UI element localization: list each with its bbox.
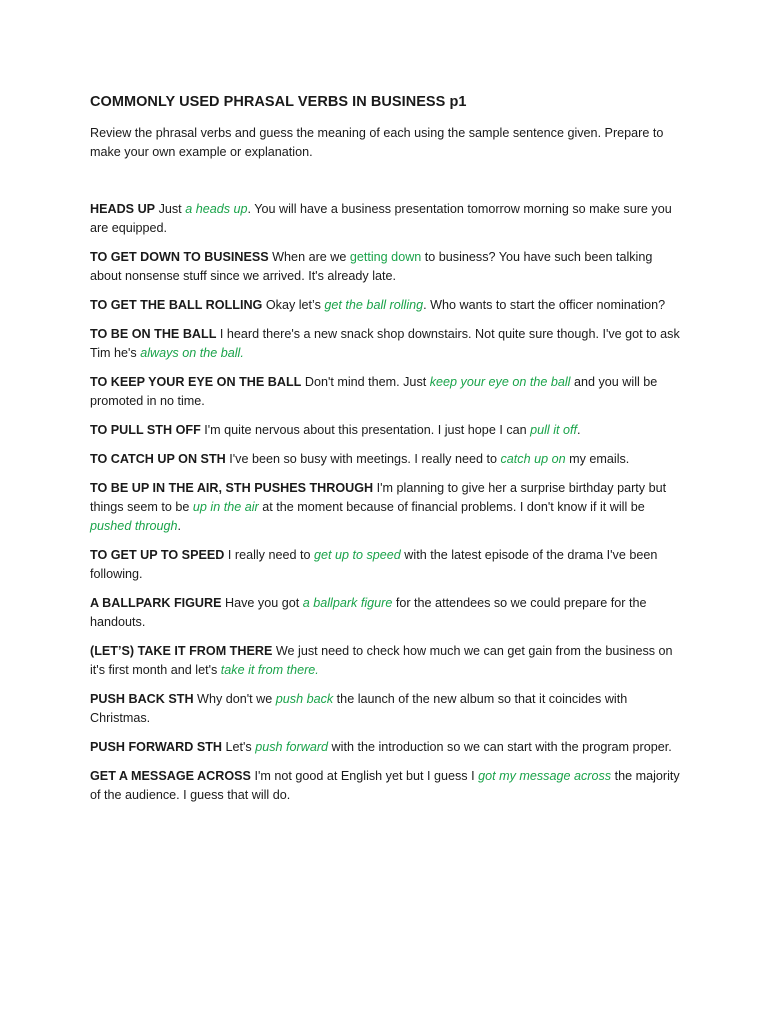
phrasal-verb-term: TO CATCH UP ON STH (90, 452, 226, 466)
example-text: to business? You have such been talking about nonsense stuff since we arrived. It's already late. (90, 250, 653, 283)
intro-paragraph: Review the phrasal verbs and guess the meaning of each using the sample sentence given. Prepare to make your own example or explanation. (90, 126, 664, 159)
phrasal-verb-entry (90, 200, 680, 238)
example-text: . (177, 519, 182, 533)
example-text: I'm quite nervous about this presentation. I just hope I can (200, 423, 531, 437)
example-text: Okay let’s (262, 298, 325, 312)
highlighted-phrase: pushed through (90, 519, 178, 533)
example-text: my emails. (565, 452, 630, 466)
phrasal-verb-entry (90, 296, 680, 315)
example-text: I really need to (224, 548, 314, 562)
example-text: and you will be promoted in no time. (90, 375, 658, 408)
phrasal-verb-term: PUSH BACK STH (90, 692, 194, 706)
phrasal-verb-entry (90, 479, 680, 536)
highlighted-phrase: a ballpark figure (302, 596, 393, 610)
phrasal-verb-term: PUSH FORWARD STH (90, 740, 223, 754)
example-text: I heard there's a new snack shop downstairs. Not quite sure though. I've got to ask Tim he's (90, 327, 680, 360)
highlighted-phrase: getting down (349, 250, 422, 264)
phrasal-verb-entry (90, 767, 680, 805)
phrasal-verb-entry (90, 421, 680, 440)
example-text: . (577, 423, 581, 437)
highlighted-phrase: catch up on (500, 452, 566, 466)
phrasal-verb-entry (90, 642, 680, 680)
highlighted-phrase: a heads up (185, 202, 248, 216)
example-text: I'm planning to give her a surprise birthday party but things seem to be (90, 481, 667, 514)
highlighted-phrase: keep your eye on the ball (429, 375, 571, 389)
phrasal-verb-term: TO PULL STH OFF (90, 423, 201, 437)
phrasal-verb-entry (90, 738, 680, 757)
phrasal-verb-term: TO BE ON THE BALL (90, 327, 217, 341)
phrasal-verb-entry (90, 248, 680, 286)
phrasal-verb-entry (90, 546, 680, 584)
highlighted-phrase: pull it off (530, 423, 578, 437)
phrasal-verb-entry (90, 450, 680, 469)
phrasal-verb-list (90, 200, 680, 805)
highlighted-phrase: always on the ball. (140, 346, 244, 360)
document-title: COMMONLY USED PHRASAL VERBS IN BUSINESS p1 (90, 94, 467, 110)
example-text: the majority of the audience. I guess that will do. (90, 769, 680, 802)
phrasal-verb-term: (LET’S) TAKE IT FROM THERE (90, 644, 273, 658)
example-text: at the moment because of financial problems. I don't know if it will be (258, 500, 645, 514)
highlighted-phrase: push back (275, 692, 334, 706)
example-text: . You will have a business presentation tomorrow morning so make sure you are equipped. (90, 202, 672, 235)
phrasal-verb-entry (90, 690, 680, 728)
example-text: When are we (268, 250, 350, 264)
highlighted-phrase: get up to speed (313, 548, 401, 562)
example-text: We just need to check how much we can get gain from the business on it's first month and let's (90, 644, 673, 677)
highlighted-phrase: push forward (255, 740, 329, 754)
example-text: I've been so busy with meetings. I really need to (225, 452, 501, 466)
phrasal-verb-term: TO GET THE BALL ROLLING (90, 298, 263, 312)
highlighted-phrase: up in the air (192, 500, 259, 514)
highlighted-phrase: got my message across (478, 769, 612, 783)
example-text: . Who wants to start the officer nomination? (423, 298, 666, 312)
example-text: the launch of the new album so that it coincides with Christmas. (90, 692, 628, 725)
phrasal-verb-term: A BALLPARK FIGURE (90, 596, 222, 610)
highlighted-phrase: get the ball rolling (324, 298, 424, 312)
phrasal-verb-entry (90, 325, 680, 363)
phrasal-verb-entry (90, 594, 680, 632)
example-text: Have you got (221, 596, 303, 610)
example-text: Just (155, 202, 186, 216)
phrasal-verb-term: TO BE UP IN THE AIR, STH PUSHES THROUGH (90, 481, 374, 495)
example-text: with the introduction so we can start with the program proper. (328, 740, 672, 754)
example-text: for the attendees so we could prepare for the handouts. (90, 596, 647, 629)
example-text: Let's (222, 740, 256, 754)
phrasal-verb-term: TO KEEP YOUR EYE ON THE BALL (90, 375, 302, 389)
phrasal-verb-entry (90, 373, 680, 411)
phrasal-verb-term: HEADS UP (90, 202, 156, 216)
phrasal-verb-term: TO GET UP TO SPEED (90, 548, 225, 562)
example-text: I'm not good at English yet but I guess I (250, 769, 479, 783)
phrasal-verb-term: TO GET DOWN TO BUSINESS (90, 250, 269, 264)
highlighted-phrase: take it from there. (220, 663, 319, 677)
phrasal-verb-term: GET A MESSAGE ACROSS (90, 769, 251, 783)
example-text: Why don't we (193, 692, 276, 706)
example-text: Don't mind them. Just (301, 375, 430, 389)
example-text: with the latest episode of the drama I've been following. (90, 548, 658, 581)
